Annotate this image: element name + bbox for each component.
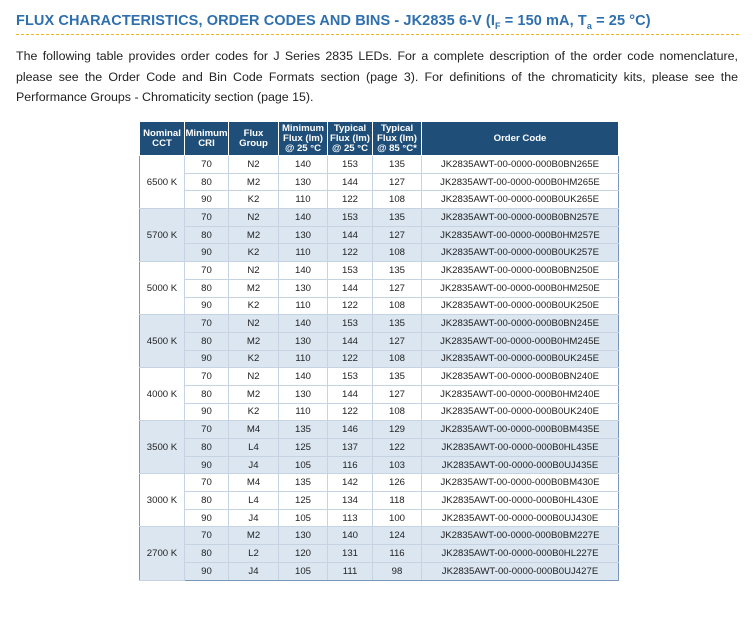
typ-flux-85-cell: 100 (373, 509, 422, 527)
order-code-cell: JK2835AWT-00-0000-000B0UJ427E (422, 562, 619, 580)
min-flux-cell: 130 (279, 527, 328, 545)
min-flux-cell: 140 (279, 368, 328, 386)
order-code-cell: JK2835AWT-00-0000-000B0HM257E (422, 226, 619, 244)
flux-group-cell: M2 (229, 385, 279, 403)
typ-flux-85-cell: 108 (373, 297, 422, 315)
flux-group-cell: M2 (229, 332, 279, 350)
typ-flux-25-cell: 153 (328, 209, 373, 227)
section-title: FLUX CHARACTERISTICS, ORDER CODES AND BINS - JK2835 6-V ($I_F = 150$ mA, $T_a = 25$ °C) (16, 13, 651, 31)
typ-flux-25-cell: 122 (328, 191, 373, 209)
flux-group-cell: M4 (229, 421, 279, 439)
order-code-table (139, 121, 619, 581)
cri-cell: 80 (185, 226, 229, 244)
cri-cell: 90 (185, 403, 229, 421)
flux-group-cell: M2 (229, 226, 279, 244)
typ-flux-25-cell: 111 (328, 562, 373, 580)
order-code-cell: JK2835AWT-00-0000-000B0BN240E (422, 368, 619, 386)
header-minimum-cri: Minimum CRI (185, 122, 229, 156)
typ-flux-85-cell: 108 (373, 191, 422, 209)
flux-group-cell: J4 (229, 456, 279, 474)
order-code-cell: JK2835AWT-00-0000-000B0BN250E (422, 262, 619, 280)
typ-flux-25-cell: 122 (328, 350, 373, 368)
table-row (140, 474, 619, 492)
min-flux-cell: 140 (279, 156, 328, 174)
min-flux-cell: 110 (279, 403, 328, 421)
cri-cell: 70 (185, 527, 229, 545)
typ-flux-25-cell: 153 (328, 156, 373, 174)
typ-flux-25-cell: 113 (328, 509, 373, 527)
order-code-cell: JK2835AWT-00-0000-000B0UK245E (422, 350, 619, 368)
min-flux-cell: 105 (279, 562, 328, 580)
cri-cell: 90 (185, 456, 229, 474)
typ-flux-85-cell: 127 (373, 279, 422, 297)
cri-cell: 70 (185, 474, 229, 492)
header-typical-flux-85: Typical Flux (lm) @ 85 °C* (373, 122, 422, 156)
cri-cell: 90 (185, 191, 229, 209)
order-code-cell: JK2835AWT-00-0000-000B0HM245E (422, 332, 619, 350)
min-flux-cell: 110 (279, 350, 328, 368)
table-row (140, 191, 619, 209)
min-flux-cell: 135 (279, 421, 328, 439)
cri-cell: 70 (185, 368, 229, 386)
table-row (140, 545, 619, 563)
cri-cell: 70 (185, 156, 229, 174)
cri-cell: 90 (185, 297, 229, 315)
typ-flux-25-cell: 137 (328, 439, 373, 457)
cct-cell: 4500 K (140, 315, 185, 368)
header-nominal-cct: Nominal CCT (140, 122, 185, 156)
typ-flux-25-cell: 153 (328, 262, 373, 280)
typ-flux-85-cell: 118 (373, 492, 422, 510)
flux-group-cell: N2 (229, 368, 279, 386)
typ-flux-25-cell: 144 (328, 332, 373, 350)
typ-flux-85-cell: 124 (373, 527, 422, 545)
typ-flux-85-cell: 126 (373, 474, 422, 492)
min-flux-cell: 130 (279, 226, 328, 244)
cri-cell: 80 (185, 279, 229, 297)
cct-group (140, 368, 619, 421)
typ-flux-85-cell: 103 (373, 456, 422, 474)
min-flux-cell: 120 (279, 545, 328, 563)
order-code-cell: JK2835AWT-00-0000-000B0BN245E (422, 315, 619, 333)
flux-group-cell: J4 (229, 509, 279, 527)
typ-flux-25-cell: 146 (328, 421, 373, 439)
table-row (140, 315, 619, 333)
cri-cell: 80 (185, 545, 229, 563)
typ-flux-85-cell: 127 (373, 173, 422, 191)
table-row (140, 439, 619, 457)
cct-cell: 6500 K (140, 156, 185, 209)
intro-paragraph: The following table provides order codes for J Series 2835 LEDs. For a complete description of the order code nomenclature, please see the Order Code and Bin Code Formats section (page 3). For definitions of the chromaticity kits, please see the Performance Groups - Chromaticity section (page 15). (16, 49, 738, 104)
typ-flux-85-cell: 108 (373, 403, 422, 421)
order-code-cell: JK2835AWT-00-0000-000B0UJ435E (422, 456, 619, 474)
table-row (140, 492, 619, 510)
min-flux-cell: 110 (279, 191, 328, 209)
min-flux-cell: 125 (279, 492, 328, 510)
flux-group-cell: K2 (229, 297, 279, 315)
header-order-code: Order Code (422, 122, 619, 156)
typ-flux-25-cell: 144 (328, 279, 373, 297)
typ-flux-25-cell: 144 (328, 173, 373, 191)
min-flux-cell: 140 (279, 209, 328, 227)
table-row (140, 156, 619, 174)
table-row (140, 385, 619, 403)
table-row (140, 332, 619, 350)
typ-flux-85-cell: 108 (373, 244, 422, 262)
table-row (140, 403, 619, 421)
table-row (140, 262, 619, 280)
table-row (140, 509, 619, 527)
cct-cell: 5000 K (140, 262, 185, 315)
cri-cell: 80 (185, 173, 229, 191)
flux-group-cell: J4 (229, 562, 279, 580)
typ-flux-85-cell: 98 (373, 562, 422, 580)
table-row (140, 350, 619, 368)
table-row (140, 297, 619, 315)
min-flux-cell: 130 (279, 385, 328, 403)
order-code-cell: JK2835AWT-00-0000-000B0HL430E (422, 492, 619, 510)
table-row (140, 173, 619, 191)
cct-cell: 3000 K (140, 474, 185, 527)
typ-flux-25-cell: 140 (328, 527, 373, 545)
flux-group-cell: L4 (229, 492, 279, 510)
min-flux-cell: 125 (279, 439, 328, 457)
cri-cell: 90 (185, 350, 229, 368)
typ-flux-85-cell: 127 (373, 385, 422, 403)
typ-flux-85-cell: 129 (373, 421, 422, 439)
min-flux-cell: 105 (279, 456, 328, 474)
flux-group-cell: K2 (229, 244, 279, 262)
flux-group-cell: N2 (229, 315, 279, 333)
order-code-cell: JK2835AWT-00-0000-000B0HM265E (422, 173, 619, 191)
flux-group-cell: M2 (229, 279, 279, 297)
typ-flux-85-cell: 135 (373, 368, 422, 386)
cri-cell: 70 (185, 262, 229, 280)
typ-flux-25-cell: 122 (328, 244, 373, 262)
cct-group (140, 262, 619, 315)
min-flux-cell: 130 (279, 279, 328, 297)
table-row (140, 226, 619, 244)
table-row (140, 209, 619, 227)
cri-cell: 80 (185, 332, 229, 350)
order-code-cell: JK2835AWT-00-0000-000B0BM435E (422, 421, 619, 439)
typ-flux-85-cell: 135 (373, 315, 422, 333)
table-row (140, 368, 619, 386)
min-flux-cell: 110 (279, 244, 328, 262)
min-flux-cell: 135 (279, 474, 328, 492)
order-code-cell: JK2835AWT-00-0000-000B0BM430E (422, 474, 619, 492)
flux-group-cell: L4 (229, 439, 279, 457)
cri-cell: 90 (185, 244, 229, 262)
cct-cell: 4000 K (140, 368, 185, 421)
typ-flux-85-cell: 135 (373, 262, 422, 280)
typ-flux-85-cell: 122 (373, 439, 422, 457)
typ-flux-85-cell: 127 (373, 226, 422, 244)
typ-flux-85-cell: 135 (373, 156, 422, 174)
min-flux-cell: 110 (279, 297, 328, 315)
order-code-cell: JK2835AWT-00-0000-000B0HM250E (422, 279, 619, 297)
min-flux-cell: 105 (279, 509, 328, 527)
typ-flux-25-cell: 131 (328, 545, 373, 563)
table-header-row (140, 122, 619, 156)
cri-cell: 70 (185, 315, 229, 333)
header-flux-group: Flux Group (229, 122, 279, 156)
typ-flux-85-cell: 108 (373, 350, 422, 368)
cct-cell: 2700 K (140, 527, 185, 580)
flux-group-cell: M2 (229, 173, 279, 191)
typ-flux-25-cell: 142 (328, 474, 373, 492)
cct-cell: 3500 K (140, 421, 185, 474)
typ-flux-25-cell: 116 (328, 456, 373, 474)
order-code-cell: JK2835AWT-00-0000-000B0BM227E (422, 527, 619, 545)
header-typical-flux-25: Typical Flux (lm) @ 25 °C (328, 122, 373, 156)
order-code-cell: JK2835AWT-00-0000-000B0HL435E (422, 439, 619, 457)
flux-group-cell: K2 (229, 191, 279, 209)
min-flux-cell: 130 (279, 332, 328, 350)
table-row (140, 279, 619, 297)
cri-cell: 80 (185, 385, 229, 403)
typ-flux-25-cell: 134 (328, 492, 373, 510)
cri-cell: 80 (185, 439, 229, 457)
table-row (140, 527, 619, 545)
cct-group (140, 474, 619, 527)
flux-group-cell: L2 (229, 545, 279, 563)
cct-group (140, 315, 619, 368)
typ-flux-85-cell: 116 (373, 545, 422, 563)
cct-group (140, 209, 619, 262)
cct-group (140, 421, 619, 474)
cri-cell: 80 (185, 492, 229, 510)
flux-group-cell: N2 (229, 156, 279, 174)
order-code-cell: JK2835AWT-00-0000-000B0HM240E (422, 385, 619, 403)
header-minimum-flux: Minimum Flux (lm) @ 25 °C (279, 122, 328, 156)
typ-flux-25-cell: 153 (328, 368, 373, 386)
cct-group (140, 527, 619, 580)
order-code-cell: JK2835AWT-00-0000-000B0BN265E (422, 156, 619, 174)
typ-flux-85-cell: 127 (373, 332, 422, 350)
typ-flux-25-cell: 144 (328, 226, 373, 244)
typ-flux-85-cell: 135 (373, 209, 422, 227)
typ-flux-25-cell: 122 (328, 297, 373, 315)
flux-group-cell: N2 (229, 209, 279, 227)
table-row (140, 456, 619, 474)
flux-group-cell: K2 (229, 350, 279, 368)
cri-cell: 90 (185, 509, 229, 527)
order-code-cell: JK2835AWT-00-0000-000B0UK240E (422, 403, 619, 421)
min-flux-cell: 130 (279, 173, 328, 191)
order-code-cell: JK2835AWT-00-0000-000B0HL227E (422, 545, 619, 563)
typ-flux-25-cell: 144 (328, 385, 373, 403)
flux-group-cell: M2 (229, 527, 279, 545)
cri-cell: 70 (185, 209, 229, 227)
flux-group-cell: M4 (229, 474, 279, 492)
cct-group (140, 156, 619, 209)
table-row (140, 562, 619, 580)
order-code-cell: JK2835AWT-00-0000-000B0UK265E (422, 191, 619, 209)
min-flux-cell: 140 (279, 262, 328, 280)
min-flux-cell: 140 (279, 315, 328, 333)
typ-flux-25-cell: 122 (328, 403, 373, 421)
typ-flux-25-cell: 153 (328, 315, 373, 333)
flux-group-cell: K2 (229, 403, 279, 421)
title-divider (16, 34, 739, 35)
cct-cell: 5700 K (140, 209, 185, 262)
table-row (140, 421, 619, 439)
cri-cell: 90 (185, 562, 229, 580)
flux-group-cell: N2 (229, 262, 279, 280)
order-code-cell: JK2835AWT-00-0000-000B0UJ430E (422, 509, 619, 527)
order-code-cell: JK2835AWT-00-0000-000B0UK257E (422, 244, 619, 262)
table-row (140, 244, 619, 262)
order-code-cell: JK2835AWT-00-0000-000B0BN257E (422, 209, 619, 227)
order-code-cell: JK2835AWT-00-0000-000B0UK250E (422, 297, 619, 315)
cri-cell: 70 (185, 421, 229, 439)
